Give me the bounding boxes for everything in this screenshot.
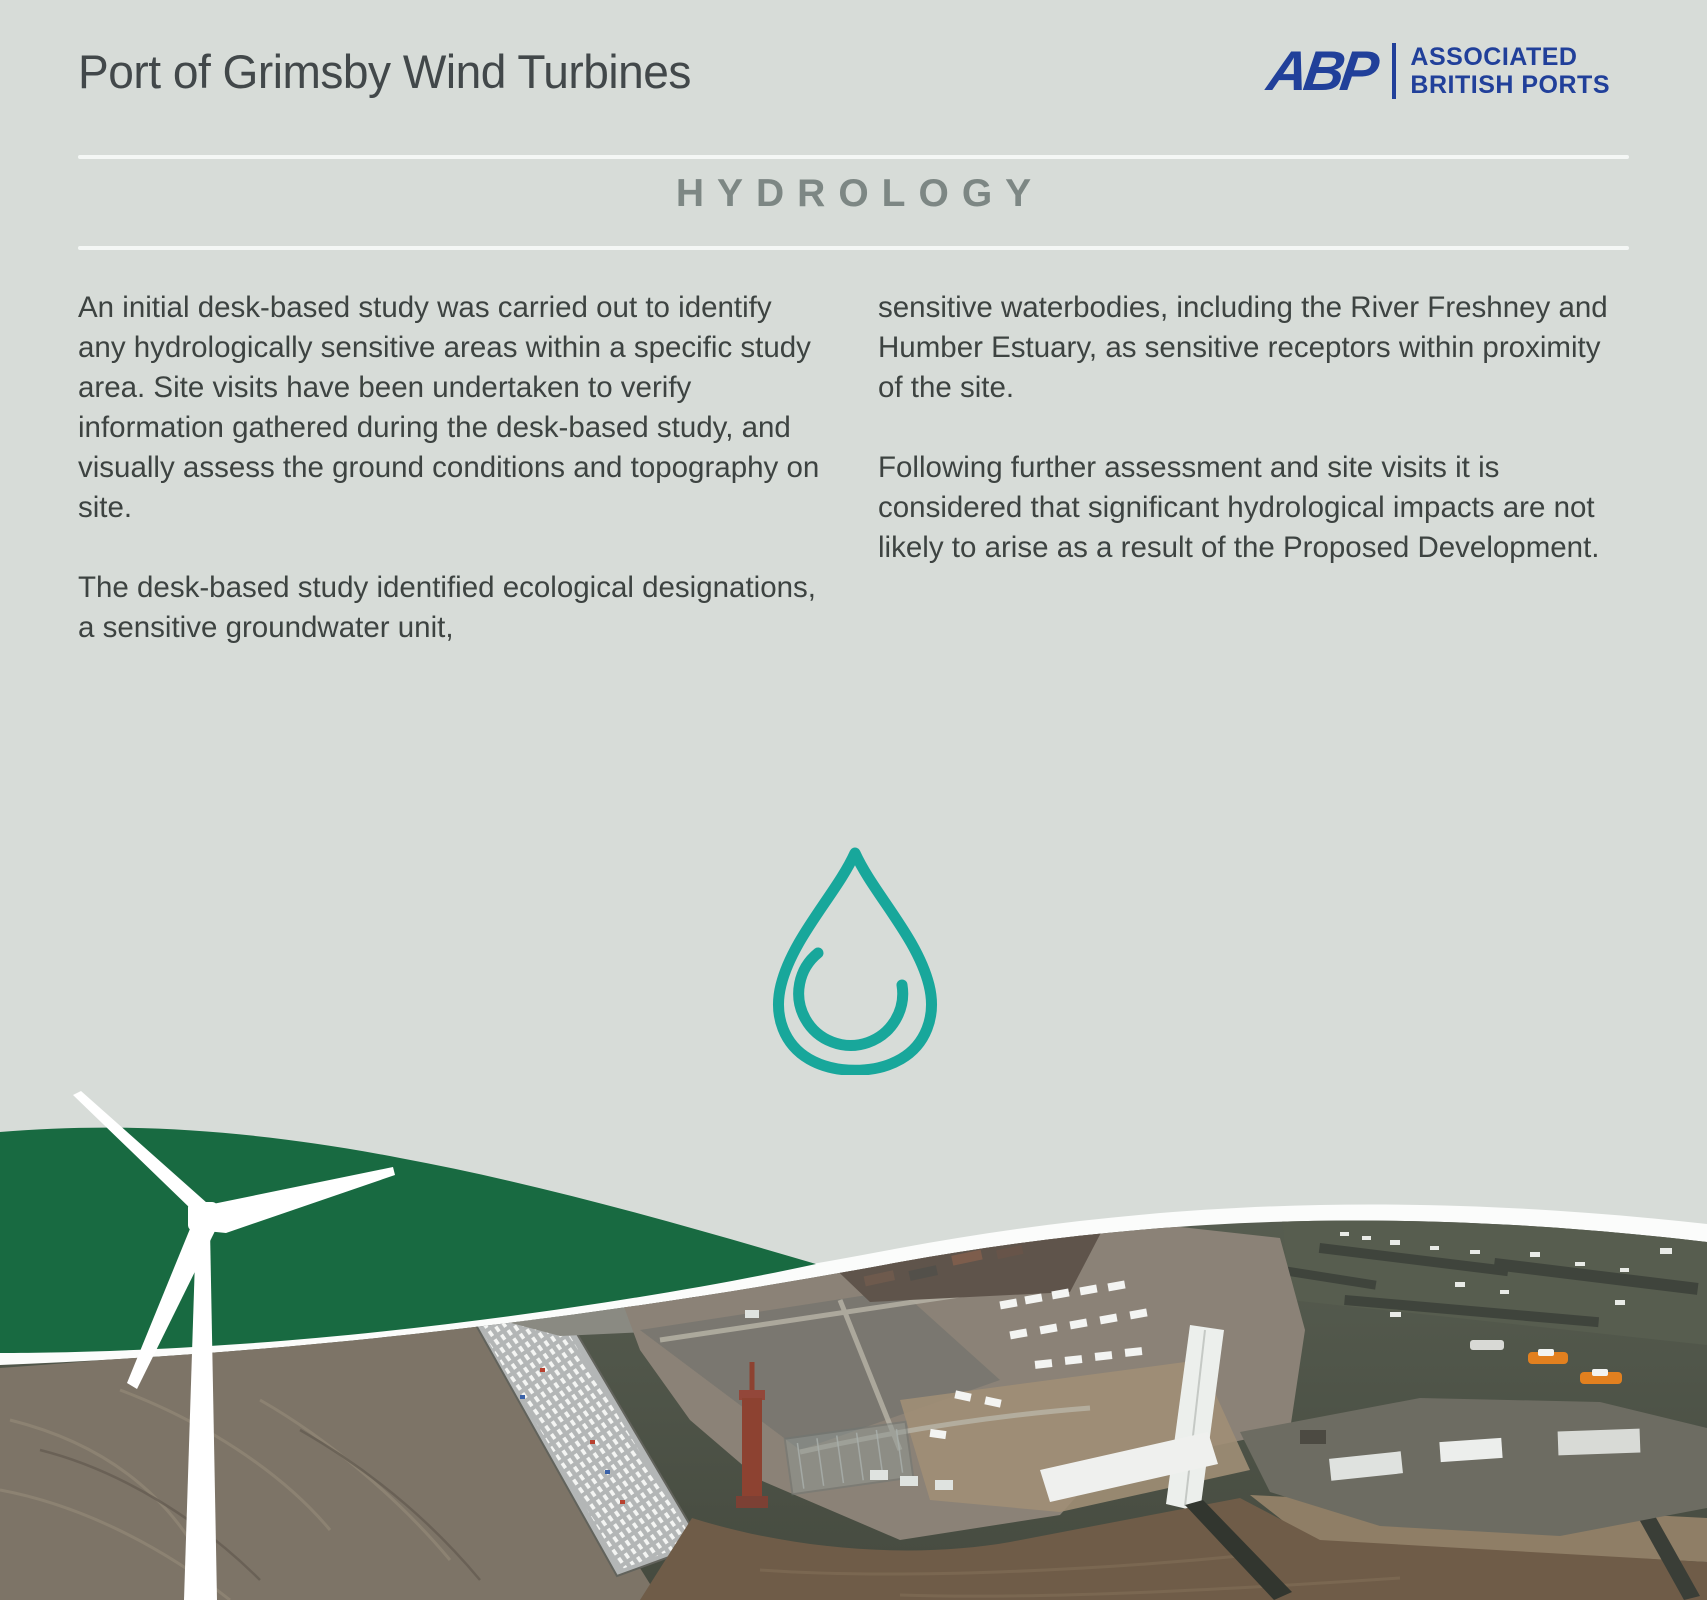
- divider-top: [78, 155, 1629, 159]
- right-paragraph-1: sensitive waterbodies, including the River Freshney and Humber Estuary, as sensitive receptors within proximity of the site.: [878, 291, 1608, 404]
- abp-logo-mark-icon: ABP: [1263, 39, 1379, 102]
- left-paragraph-2: The desk-based study identified ecological designations, a sensitive groundwater unit,: [78, 571, 816, 644]
- page-title: Port of Grimsby Wind Turbines: [78, 45, 691, 98]
- abp-logo-line2: BRITISH PORTS: [1410, 71, 1610, 99]
- right-column: [878, 288, 1620, 648]
- body-columns: [78, 288, 1620, 648]
- abp-logo-line1: ASSOCIATED: [1410, 43, 1578, 71]
- left-column: [78, 288, 820, 648]
- abp-logo-text: [1410, 43, 1610, 99]
- section-heading: HYDROLOGY: [675, 172, 1045, 215]
- left-paragraph-1: An initial desk-based study was carried out to identify any hydrologically sensitive areas within a specific study area. Site visits have been undertaken to verify information gathered during the desk-based study, and visually assess the ground conditions and topography on site.: [78, 291, 820, 524]
- abp-logo: [1263, 39, 1610, 102]
- logo-separator: [1392, 43, 1396, 99]
- divider-bottom: [78, 246, 1629, 250]
- right-paragraph-2: Following further assessment and site visits it is considered that significant hydrological impacts are not likely to arise as a result of the Proposed Development.: [878, 451, 1600, 564]
- water-droplet-icon: [765, 845, 945, 1075]
- hero-graphic: [0, 1060, 1707, 1600]
